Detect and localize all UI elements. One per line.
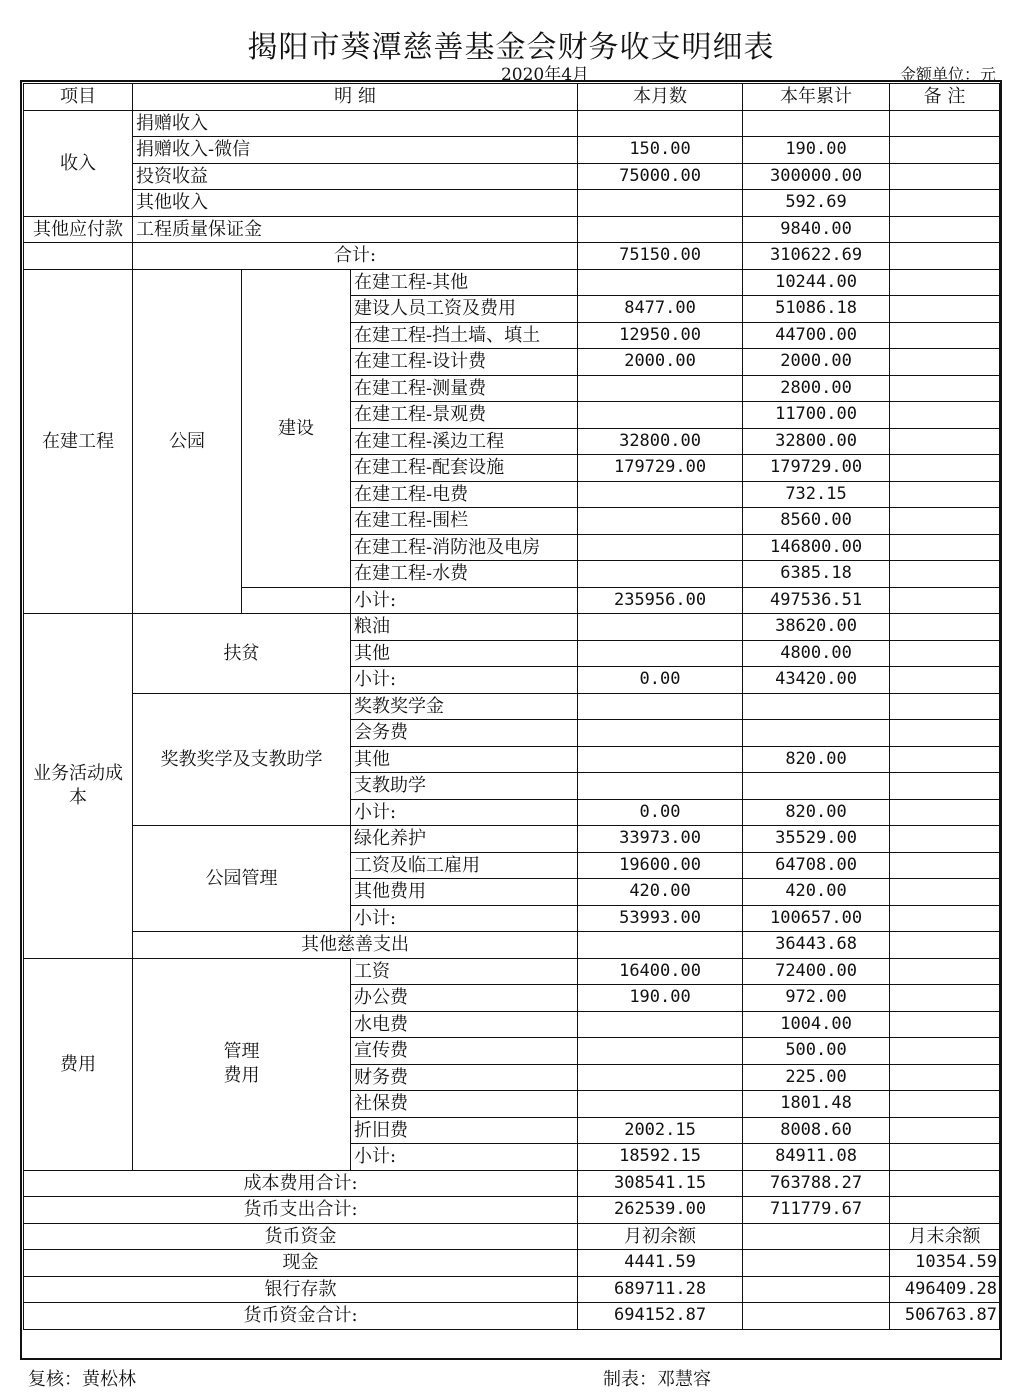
reviewer-signoff: 复核：黄松林: [28, 1369, 136, 1390]
month-value: 2000.00: [578, 349, 743, 376]
row-name: 工程质量保证金: [133, 216, 578, 243]
year-value: 732.15: [743, 481, 890, 508]
month-value: [578, 561, 743, 588]
note-cell: [890, 216, 1000, 243]
year-value: 64708.00: [743, 852, 890, 879]
year-value: 100657.00: [743, 905, 890, 932]
header-item: 项目: [24, 84, 133, 111]
month-value: 12950.00: [578, 322, 743, 349]
year-value: 44700.00: [743, 322, 890, 349]
blank-cell: [743, 1276, 890, 1303]
month-value: 32800.00: [578, 428, 743, 455]
month-value: [578, 1011, 743, 1038]
note-cell: [890, 614, 1000, 641]
blank-cell: [743, 1223, 890, 1250]
year-value: 2000.00: [743, 349, 890, 376]
note-cell: [890, 1144, 1000, 1171]
note-cell: [890, 1091, 1000, 1118]
month-value: 8477.00: [578, 296, 743, 323]
note-cell: [890, 1170, 1000, 1197]
month-value: [578, 1064, 743, 1091]
row-name: 捐赠收入: [133, 110, 578, 137]
row-name: 绿化养护: [351, 826, 578, 853]
year-value: 179729.00: [743, 455, 890, 482]
note-cell: [890, 667, 1000, 694]
year-value: 820.00: [743, 746, 890, 773]
note-cell: [890, 640, 1000, 667]
row-name: 折旧费: [351, 1117, 578, 1144]
note-cell: [890, 402, 1000, 429]
month-value: 235956.00: [578, 587, 743, 614]
year-value: 592.69: [743, 190, 890, 217]
year-value: 300000.00: [743, 163, 890, 190]
row-name: 奖教奖学金: [351, 693, 578, 720]
note-cell: [890, 985, 1000, 1012]
month-value: 179729.00: [578, 455, 743, 482]
begin-value: 689711.28: [578, 1276, 743, 1303]
cash-label: 现金: [24, 1250, 578, 1277]
month-value: [578, 773, 743, 800]
year-value: 500.00: [743, 1038, 890, 1065]
note-cell: [890, 905, 1000, 932]
month-value: 420.00: [578, 879, 743, 906]
blank-cell: [242, 587, 351, 614]
year-value: 36443.68: [743, 932, 890, 959]
end-value: 496409.28: [890, 1276, 1000, 1303]
year-value: 38620.00: [743, 614, 890, 641]
ledger-table: [23, 83, 1000, 1330]
month-value: 53993.00: [578, 905, 743, 932]
month-value: 308541.15: [578, 1170, 743, 1197]
begin-value: 4441.59: [578, 1250, 743, 1277]
park-mgmt-label: 公园管理: [133, 826, 351, 932]
table-row: [24, 190, 1000, 217]
education-label: 奖教奖学及支教助学: [133, 693, 351, 826]
note-cell: [890, 375, 1000, 402]
blank-cell: [24, 243, 133, 270]
row-name: 工资: [351, 958, 578, 985]
admin-expense-text: 管理费用: [223, 1041, 260, 1086]
header-detail: 明 细: [133, 84, 578, 111]
row-name: 办公费: [351, 985, 578, 1012]
note-cell: [890, 1011, 1000, 1038]
month-value: 18592.15: [578, 1144, 743, 1171]
total-row: [24, 1170, 1000, 1197]
note-cell: [890, 958, 1000, 985]
year-value: 225.00: [743, 1064, 890, 1091]
note-cell: [890, 455, 1000, 482]
table-row: [24, 163, 1000, 190]
cash-out-total-label: 货币支出合计:: [24, 1197, 578, 1224]
row-name: 社保费: [351, 1091, 578, 1118]
month-value: 0.00: [578, 799, 743, 826]
note-cell: [890, 322, 1000, 349]
other-charity-label: 其他慈善支出: [133, 932, 578, 959]
year-value: [743, 693, 890, 720]
note-cell: [890, 1197, 1000, 1224]
row-name: 小计:: [351, 587, 578, 614]
business-cost-label: 业务活动成本: [24, 614, 133, 959]
row-name: 其他收入: [133, 190, 578, 217]
note-cell: [890, 932, 1000, 959]
end-value: 10354.59: [890, 1250, 1000, 1277]
month-value: 75000.00: [578, 163, 743, 190]
note-cell: [890, 1064, 1000, 1091]
note-cell: [890, 1117, 1000, 1144]
year-value: 72400.00: [743, 958, 890, 985]
table-row: [24, 614, 1000, 641]
begin-value: 694152.87: [578, 1303, 743, 1330]
row-name: 会务费: [351, 720, 578, 747]
month-value: [578, 932, 743, 959]
note-cell: [890, 508, 1000, 535]
year-value: 6385.18: [743, 561, 890, 588]
row-name: 其他: [351, 640, 578, 667]
header-month: 本月数: [578, 84, 743, 111]
year-value: 51086.18: [743, 296, 890, 323]
row-name: 在建工程-配套设施: [351, 455, 578, 482]
table-row: [24, 216, 1000, 243]
row-name: 其他: [351, 746, 578, 773]
note-cell: [890, 879, 1000, 906]
year-value: 84911.08: [743, 1144, 890, 1171]
month-value: 16400.00: [578, 958, 743, 985]
note-cell: [890, 720, 1000, 747]
note-cell: [890, 534, 1000, 561]
row-name: 在建工程-测量费: [351, 375, 578, 402]
row-name: 在建工程-景观费: [351, 402, 578, 429]
bank-deposit-label: 银行存款: [24, 1276, 578, 1303]
month-value: 0.00: [578, 667, 743, 694]
row-name: 宣传费: [351, 1038, 578, 1065]
year-value: 763788.27: [743, 1170, 890, 1197]
note-cell: [890, 773, 1000, 800]
row-name: 小计:: [351, 1144, 578, 1171]
month-value: [578, 269, 743, 296]
note-cell: [890, 428, 1000, 455]
table-row: [24, 1276, 1000, 1303]
begin-balance-label: 月初余额: [578, 1223, 743, 1250]
year-value: 8008.60: [743, 1117, 890, 1144]
amount-unit: 金额单位：元: [899, 65, 996, 84]
end-value: 506763.87: [890, 1303, 1000, 1330]
note-cell: [890, 1038, 1000, 1065]
year-value: 1004.00: [743, 1011, 890, 1038]
expense-label: 费用: [24, 958, 133, 1170]
funds-label: 货币资金: [24, 1223, 578, 1250]
row-name: 在建工程-设计费: [351, 349, 578, 376]
table-row: [24, 269, 1000, 296]
table-row: [24, 958, 1000, 985]
month-value: [578, 481, 743, 508]
other-payable-label: 其他应付款: [24, 216, 133, 243]
month-value: [578, 375, 743, 402]
table-row: [24, 826, 1000, 853]
month-value: 262539.00: [578, 1197, 743, 1224]
row-name: 在建工程-电费: [351, 481, 578, 508]
income-total-label: 合计:: [133, 243, 578, 270]
row-name: 在建工程-溪边工程: [351, 428, 578, 455]
poverty-label: 扶贫: [133, 614, 351, 694]
table-row: [24, 110, 1000, 137]
end-balance-label: 月末余额: [890, 1223, 1000, 1250]
note-cell: [890, 296, 1000, 323]
year-value: 43420.00: [743, 667, 890, 694]
note-cell: [890, 110, 1000, 137]
note-cell: [890, 799, 1000, 826]
note-cell: [890, 826, 1000, 853]
year-value: 420.00: [743, 879, 890, 906]
row-name: 在建工程-挡土墙、填土: [351, 322, 578, 349]
preparer-signoff: 制表：邓慧容: [603, 1369, 711, 1390]
year-value: 4800.00: [743, 640, 890, 667]
year-value: 972.00: [743, 985, 890, 1012]
row-name: 在建工程-围栏: [351, 508, 578, 535]
row-name: 水电费: [351, 1011, 578, 1038]
row-name: 建设人员工资及费用: [351, 296, 578, 323]
row-name: 工资及临工雇用: [351, 852, 578, 879]
month-value: 19600.00: [578, 852, 743, 879]
table-row: [24, 932, 1000, 959]
row-name: 其他费用: [351, 879, 578, 906]
total-row: [24, 1303, 1000, 1330]
income-label: 收入: [24, 110, 133, 216]
month-value: [578, 110, 743, 137]
year-value: 32800.00: [743, 428, 890, 455]
year-value: 190.00: [743, 137, 890, 164]
month-value: [578, 640, 743, 667]
header-row: [24, 84, 1000, 111]
year-value: 9840.00: [743, 216, 890, 243]
funds-total-label: 货币资金合计:: [24, 1303, 578, 1330]
year-value: 310622.69: [743, 243, 890, 270]
row-name: 粮油: [351, 614, 578, 641]
table-row: [24, 693, 1000, 720]
note-cell: [890, 190, 1000, 217]
year-value: 2800.00: [743, 375, 890, 402]
note-cell: [890, 243, 1000, 270]
row-name: 在建工程-水费: [351, 561, 578, 588]
year-value: 35529.00: [743, 826, 890, 853]
month-value: [578, 693, 743, 720]
year-value: [743, 720, 890, 747]
year-value: 1801.48: [743, 1091, 890, 1118]
month-value: [578, 614, 743, 641]
note-cell: [890, 481, 1000, 508]
row-name: 小计:: [351, 799, 578, 826]
year-value: 711779.67: [743, 1197, 890, 1224]
year-value: 820.00: [743, 799, 890, 826]
year-value: 8560.00: [743, 508, 890, 535]
total-row: [24, 1197, 1000, 1224]
report-title: 揭阳市葵潭慈善基金会财务收支明细表: [247, 30, 775, 65]
month-value: 2002.15: [578, 1117, 743, 1144]
construction-label: 在建工程: [24, 269, 133, 614]
blank-cell: [743, 1303, 890, 1330]
month-value: 75150.00: [578, 243, 743, 270]
note-cell: [890, 693, 1000, 720]
header-year: 本年累计: [743, 84, 890, 111]
table-row: [24, 1250, 1000, 1277]
month-value: [578, 1091, 743, 1118]
blank-cell: [743, 1250, 890, 1277]
row-name: 支教助学: [351, 773, 578, 800]
note-cell: [890, 852, 1000, 879]
year-value: 11700.00: [743, 402, 890, 429]
month-value: [578, 746, 743, 773]
month-value: [578, 216, 743, 243]
row-name: 捐赠收入-微信: [133, 137, 578, 164]
note-cell: [890, 561, 1000, 588]
year-value: [743, 110, 890, 137]
month-value: 33973.00: [578, 826, 743, 853]
month-value: [578, 508, 743, 535]
note-cell: [890, 349, 1000, 376]
year-value: 10244.00: [743, 269, 890, 296]
month-value: [578, 720, 743, 747]
year-value: 146800.00: [743, 534, 890, 561]
row-name: 在建工程-其他: [351, 269, 578, 296]
month-value: 150.00: [578, 137, 743, 164]
year-value: 497536.51: [743, 587, 890, 614]
row-name: 小计:: [351, 905, 578, 932]
note-cell: [890, 163, 1000, 190]
year-value: [743, 773, 890, 800]
table-row: [24, 137, 1000, 164]
build-label: 建设: [242, 269, 351, 587]
row-name: 财务费: [351, 1064, 578, 1091]
row-name: 小计:: [351, 667, 578, 694]
note-cell: [890, 269, 1000, 296]
cost-total-label: 成本费用合计:: [24, 1170, 578, 1197]
note-cell: [890, 746, 1000, 773]
note-cell: [890, 137, 1000, 164]
month-value: [578, 402, 743, 429]
header-note: 备 注: [890, 84, 1000, 111]
row-name: 在建工程-消防池及电房: [351, 534, 578, 561]
month-value: [578, 1038, 743, 1065]
total-row: [24, 243, 1000, 270]
month-value: [578, 534, 743, 561]
admin-expense-label: [133, 958, 351, 1170]
row-name: 投资收益: [133, 163, 578, 190]
park-label: 公园: [133, 269, 242, 614]
month-value: 190.00: [578, 985, 743, 1012]
report-period: 2020年4月: [500, 65, 590, 85]
funds-header-row: [24, 1223, 1000, 1250]
note-cell: [890, 587, 1000, 614]
month-value: [578, 190, 743, 217]
